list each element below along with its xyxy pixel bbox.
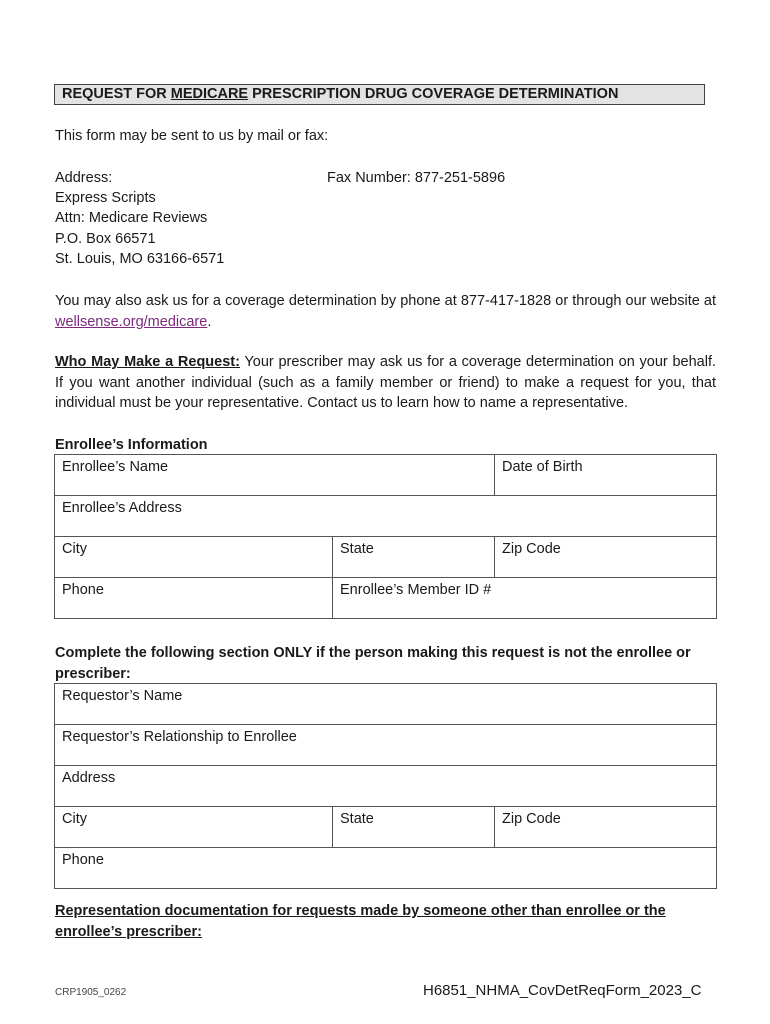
requestor-address-field[interactable]: Address (55, 766, 717, 807)
footer-code-right: H6851_NHMA_CovDetReqForm_2023_C (423, 982, 702, 999)
enrollee-heading: Enrollee’s Information (55, 437, 208, 453)
requestor-name-field[interactable]: Requestor’s Name (55, 684, 717, 725)
who-text: Your prescriber may ask us for a coverage determination on your behalf. If you want another individual (such as a family member or friend) to make a request for you, that individual must be your representative. Contact us to learn how to name a representative. (55, 354, 716, 411)
address-line: St. Louis, MO 63166-6571 (55, 251, 225, 267)
form-title (54, 84, 705, 105)
title-suffix: PRESCRIPTION DRUG COVERAGE DETERMINATION (248, 86, 619, 102)
address-line: Express Scripts (55, 190, 156, 206)
enrollee-state-field[interactable]: State (333, 537, 495, 578)
enrollee-table (54, 454, 717, 619)
phone-website-paragraph (55, 291, 716, 332)
title-medicare: MEDICARE (170, 86, 249, 102)
who-heading: Who May Make a Request: (55, 354, 240, 370)
enrollee-dob-field[interactable]: Date of Birth (495, 455, 717, 496)
enrollee-name-field[interactable]: Enrollee’s Name (55, 455, 495, 496)
address-label: Address: (55, 170, 113, 186)
who-paragraph (55, 352, 716, 414)
enrollee-phone-field[interactable]: Phone (55, 578, 333, 619)
address-line: Attn: Medicare Reviews (55, 210, 208, 226)
representation-heading: Representation documentation for requests made by someone other than enrollee or the enrollee’s prescriber: (55, 903, 666, 940)
requestor-phone-field[interactable]: Phone (55, 848, 717, 889)
title-prefix: REQUEST FOR (62, 86, 171, 102)
phone-text: You may also ask us for a coverage determination by phone at 877-417-1828 or through our website at (55, 293, 716, 309)
footer-code-left: CRP1905_0262 (55, 987, 127, 998)
intro-text: This form may be sent to us by mail or fax: (55, 128, 329, 144)
enrollee-member-id-field[interactable]: Enrollee’s Member ID # (333, 578, 717, 619)
requestor-zip-field[interactable]: Zip Code (495, 807, 717, 848)
enrollee-address-field[interactable]: Enrollee’s Address (55, 496, 717, 537)
requestor-city-field[interactable]: City (55, 807, 333, 848)
address-line: P.O. Box 66571 (55, 231, 156, 247)
requestor-table (54, 683, 717, 889)
website-link[interactable]: wellsense.org/medicare (55, 313, 208, 330)
phone-end: . (207, 313, 212, 330)
requestor-heading: Complete the following section ONLY if the person making this request is not the enrollee or prescriber: (55, 645, 691, 682)
enrollee-city-field[interactable]: City (55, 537, 333, 578)
requestor-state-field[interactable]: State (333, 807, 495, 848)
requestor-relationship-field[interactable]: Requestor’s Relationship to Enrollee (55, 725, 717, 766)
enrollee-zip-field[interactable]: Zip Code (495, 537, 717, 578)
fax-number: Fax Number: 877-251-5896 (327, 170, 506, 186)
